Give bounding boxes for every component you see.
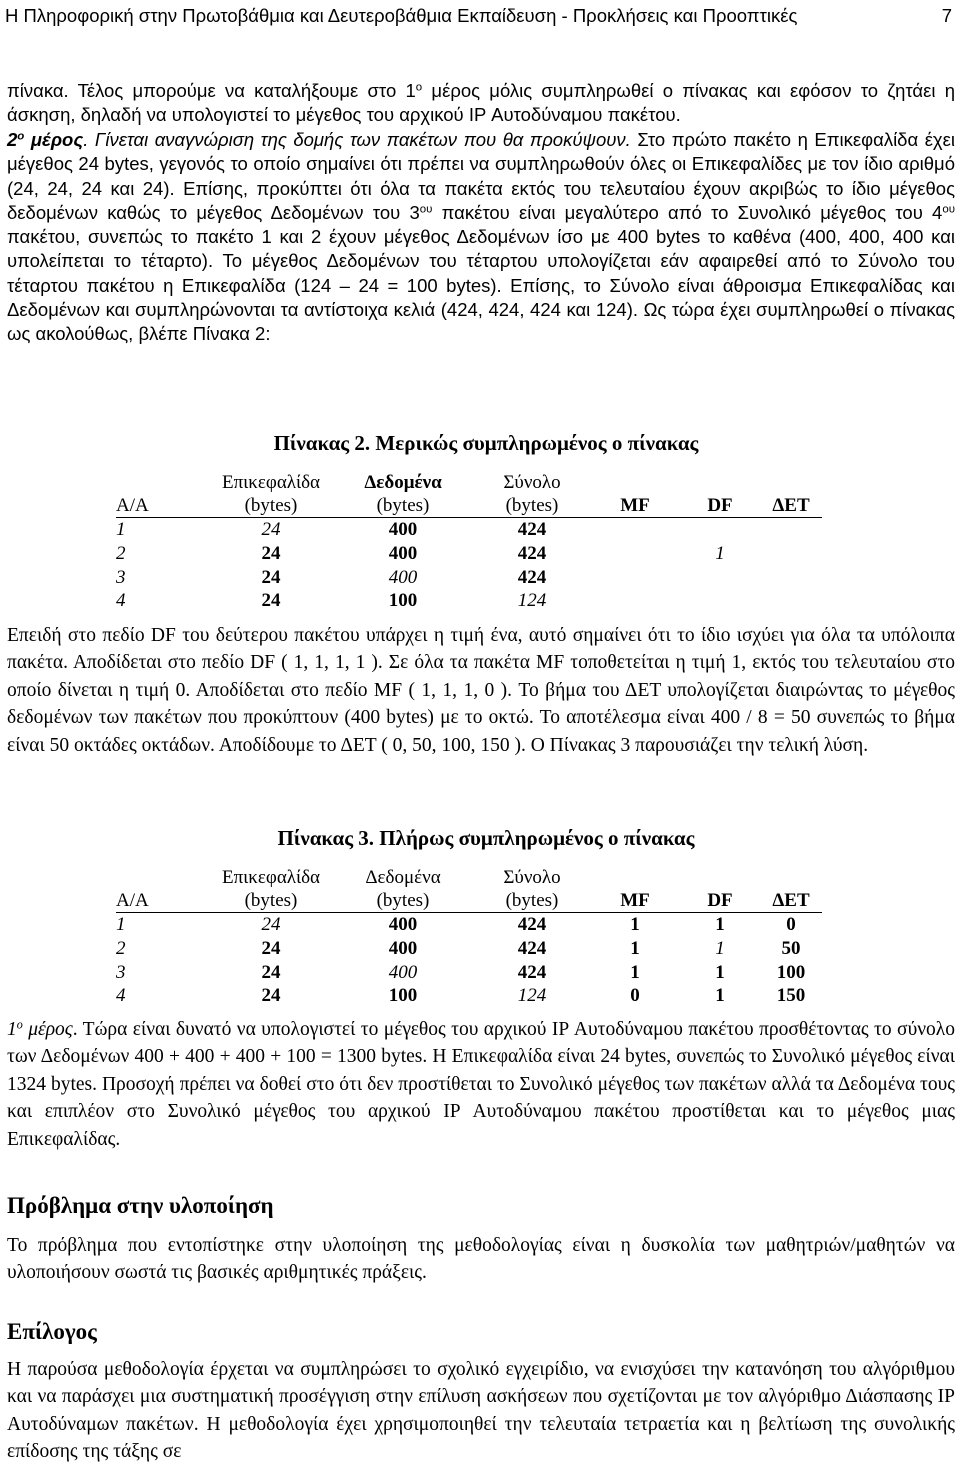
table-header-row — [116, 471, 822, 518]
cell-header: 24 — [261, 542, 281, 564]
cell-data: 400 — [388, 566, 418, 588]
section-heading-problem: Πρόβλημα στην υλοποίηση — [7, 1193, 274, 1218]
part2-text-1: Στο πρώτο πακέτο η Επικεφαλίδα έχει μέγεθος 24 bytes, γεγονός το οποίο σημαίνει ότι πρέπει να συμπληρωθούν όλες οι Επικεφαλίδες με τον ίδιο αριθμό (24, 24, 24 και 24). — [7, 129, 956, 199]
cell-aa: 3 — [116, 961, 126, 983]
cell-header: 24 — [261, 937, 281, 959]
part1-label: $1^o$ μέρος — [7, 1017, 73, 1040]
cell-total: 424 — [517, 542, 547, 564]
cell-mf — [590, 518, 680, 542]
cell-header: 24 — [261, 985, 281, 1007]
explanation-paragraph: Επειδή στο πεδίο DF του δεύτερου πακέτου υπάρχει η τιμή ένα, αυτό σημαίνει ότι το ίδιο ισχύει για όλα τα υπόλοιπα πακέτα. Αποδίδεται στο πεδίο DF ( 1, 1, 1, 1 ). Σε όλα τα πακέτα MF τοποθετείται η τιμή 1, εκτός του τελευταίου στο οποίο δίνεται η τιμή 0. Αποδίδεται στο πεδίο MF ( 1, 1, 1, 0 ). Το βήμα του ΔΕΤ υπολογίζεται διαιρώντας το μέγεθος δεδομένων των πακέτων που προκύπτουν (400 bytes) με το οκτώ. Το αποτέλεσμα είναι 400 / 8 = 50 συνεπώς το βήμα είναι 50 οκτάδες οκτάδων. Αποδίδουμε το ΔΕΤ ( 0, 50, 100, 150 ). Ο Πίνακας 3 παρουσιάζει την τελική λύση. — [7, 625, 955, 756]
superscript: ου — [942, 203, 955, 216]
cell-df — [680, 589, 760, 613]
cell-total: 424 — [517, 937, 547, 959]
intro-text-2: μέρος μόλις συμπληρωθεί ο πίνακας και εφόσον το ζητάει η άσκηση, δηλαδή να υπολογιστεί το μέγεθος του αρχικού IP Αυτοδύναμου πακέτου. — [7, 80, 955, 126]
cell-df: 1 — [715, 937, 725, 959]
part2-text-4: πακέτου, συνεπώς το πακέτο 1 και 2 έχουν μέγεθος Δεδομένων ίσο με 400 bytes το καθένα (400, 400, 400 και υπολείπεται το τέταρτο). Το μέγεθος Δεδομένων του τέταρτου υπολογίζεται εάν αφαιρεθεί από το Σύνολο του τέταρτου πακέτου η Επικεφαλίδα (124 – 24 = 100 bytes). Επίσης, το Σύνολο είναι άθροισμα Επικεφαλίδας και Δεδομένων και συμπληρώνονται τα αντίστοιχα κελιά (424, 424, 424 και 124). Ως τώρα έχει συμπληρωθεί ο πίνακας ως ακολούθως, βλέπε Πίνακα 2: — [7, 226, 955, 345]
problem-paragraph: Το πρόβλημα που εντοπίστηκε στην υλοποίηση της μεθοδολογίας είναι η δυσκολία των μαθητριών/μαθητών να υλοποιήσουν σωστά τις βασικές αριθμητικές πράξεις. — [7, 1235, 955, 1284]
cell-mf: 1 — [630, 961, 640, 983]
col-det: ΔΕΤ — [772, 890, 810, 911]
cell-total: 424 — [517, 519, 547, 540]
table-row — [116, 518, 822, 542]
cell-total: 424 — [517, 914, 547, 935]
table-row — [116, 589, 822, 613]
cell-aa: 4 — [116, 985, 126, 1007]
table-row — [116, 937, 822, 961]
running-header-title: Η Πληροφορική στην Πρωτοβάθμια και Δευτεροβάθμια Εκπαίδευση - Προκλήσεις και Προοπτικές — [5, 5, 798, 26]
cell-data: 400 — [388, 519, 418, 540]
cell-total: 124 — [517, 590, 547, 612]
cell-det: 50 — [781, 937, 801, 959]
col-df: DF — [707, 495, 733, 516]
cell-det — [760, 589, 822, 613]
table-row — [116, 542, 822, 566]
cell-df: 1 — [715, 914, 725, 935]
col-df: DF — [707, 890, 733, 911]
table3 — [116, 866, 822, 1008]
part1-text: . Τώρα είναι δυνατό να υπολογιστεί το μέγεθος του αρχικού IP Αυτοδύναμου πακέτου προσθέτοντας το σύνολο των Δεδομένων 400 + 400 + 400 + 100 = 1300 bytes. Η Επικεφαλίδα είναι 24 bytes, συνεπώς το Συνολικό μέγεθος είναι 1324 bytes. Προσοχή πρέπει να δοθεί στο ότι δεν προστίθεται το Συνολικό μέγεθος των πακέτων αλλά τα Δεδομένα τους και επιπλέον στο Συνολικό μέγεθος του αρχικού IP Αυτοδύναμου πακέτου προστίθεται και το μέγεθος μιας Επικεφαλίδας. — [7, 1019, 955, 1150]
cell-total: 424 — [517, 961, 547, 983]
cell-det: 150 — [776, 985, 806, 1007]
col-total: Σύνολο (bytes) — [503, 472, 561, 516]
table-row — [116, 961, 822, 985]
col-data: Δεδομένα (bytes) — [365, 867, 441, 911]
table-header-row — [116, 866, 822, 913]
part2-text-2: Επίσης, προκύπτει ότι όλα τα πακέτα εκτός του τελευταίου έχουν ακριβώς το ίδιο μέγεθος δεδομένων καθώς το μέγεθος Δεδομένων του 3 — [7, 177, 955, 223]
section-heading-epilogue: Επίλογος — [7, 1319, 97, 1344]
cell-aa: 2 — [116, 937, 126, 959]
cell-mf: 1 — [630, 914, 640, 935]
table-row — [116, 566, 822, 590]
superscript: ου — [419, 203, 433, 216]
col-mf: MF — [620, 495, 650, 516]
cell-header: 24 — [261, 590, 281, 612]
col-data: Δεδομένα (bytes) — [364, 472, 442, 516]
cell-aa: 1 — [116, 519, 126, 540]
cell-header: 24 — [261, 961, 281, 983]
col-total: Σύνολο (bytes) — [503, 867, 561, 911]
table3-caption: Πίνακας 3. Πλήρως συμπληρωμένος ο πίνακας — [277, 826, 695, 850]
cell-mf: 0 — [630, 985, 640, 1007]
cell-df — [680, 518, 760, 542]
epilogue-paragraph: Η παρούσα μεθοδολογία έρχεται να συμπληρώσει το σχολικό εγχειρίδιο, να ενισχύσει την κατανόηση του αλγόριθμου και να παράσχει μια συστηματική προσέγγιση στην επίλυση ασκήσεων που σχετίζονται με τον αλγόριθμο Διάσπασης IP Αυτοδύναμων πακέτων. Η μεθοδολογία έχει χρησιμοποιηθεί την τελευταία τετραετία και η βελτίωση της συνολικής επίδοσης της τάξης σε — [7, 1359, 955, 1463]
cell-data: 400 — [388, 961, 418, 983]
col-mf: MF — [620, 890, 650, 911]
table2-caption: Πίνακας 2. Μερικώς συμπληρωμένος ο πίνακας — [273, 431, 699, 455]
col-det: ΔΕΤ — [772, 495, 810, 516]
cell-df — [680, 566, 760, 590]
col-aa: Α/Α — [116, 495, 149, 516]
cell-df: 1 — [715, 542, 725, 564]
table2 — [116, 471, 822, 613]
part2-label: $2^o$ μέρος — [7, 129, 84, 150]
cell-data: 100 — [388, 590, 418, 612]
cell-header: 24 — [261, 914, 281, 935]
col-header: Επικεφαλίδα (bytes) — [221, 867, 320, 911]
cell-mf — [590, 566, 680, 590]
cell-det — [760, 542, 822, 566]
table-row — [116, 913, 822, 937]
cell-aa: 2 — [116, 542, 126, 564]
cell-data: 100 — [388, 985, 418, 1007]
intro-text-1: πίνακα. Τέλος μπορούμε να καταλήξουμε στο 1 — [7, 80, 416, 101]
cell-det — [760, 566, 822, 590]
cell-df: 1 — [715, 985, 725, 1007]
cell-aa: 1 — [116, 914, 126, 935]
cell-header: 24 — [261, 566, 281, 588]
cell-data: 400 — [388, 542, 418, 564]
cell-data: 400 — [388, 937, 418, 959]
cell-det: 0 — [786, 914, 796, 935]
running-header — [5, 4, 960, 28]
cell-total: 424 — [517, 566, 547, 588]
table-row — [116, 984, 822, 1008]
part2-paragraph — [7, 128, 955, 347]
page-number: 7 — [941, 5, 952, 26]
col-aa: Α/Α — [116, 890, 149, 911]
superscript: ο — [415, 81, 423, 94]
cell-df: 1 — [715, 961, 725, 983]
cell-header: 24 — [261, 519, 281, 540]
cell-total: 124 — [517, 985, 547, 1007]
intro-paragraph — [7, 79, 955, 128]
part2-text-3: πακέτου είναι μεγαλύτερο από το Συνολικό μέγεθος του 4 — [432, 201, 943, 223]
cell-mf: 1 — [630, 937, 640, 959]
cell-det: 100 — [776, 961, 806, 983]
part2-italic-sentence: . Γίνεται αναγνώριση της δομής των πακέτων που θα προκύψουν. — [83, 129, 631, 150]
part1-paragraph — [7, 1016, 955, 1153]
cell-data: 400 — [388, 914, 418, 935]
cell-aa: 4 — [116, 590, 126, 612]
cell-mf — [590, 542, 680, 566]
cell-aa: 3 — [116, 566, 126, 588]
col-header: Επικεφαλίδα (bytes) — [221, 472, 320, 516]
cell-mf — [590, 589, 680, 613]
cell-det — [760, 518, 822, 542]
